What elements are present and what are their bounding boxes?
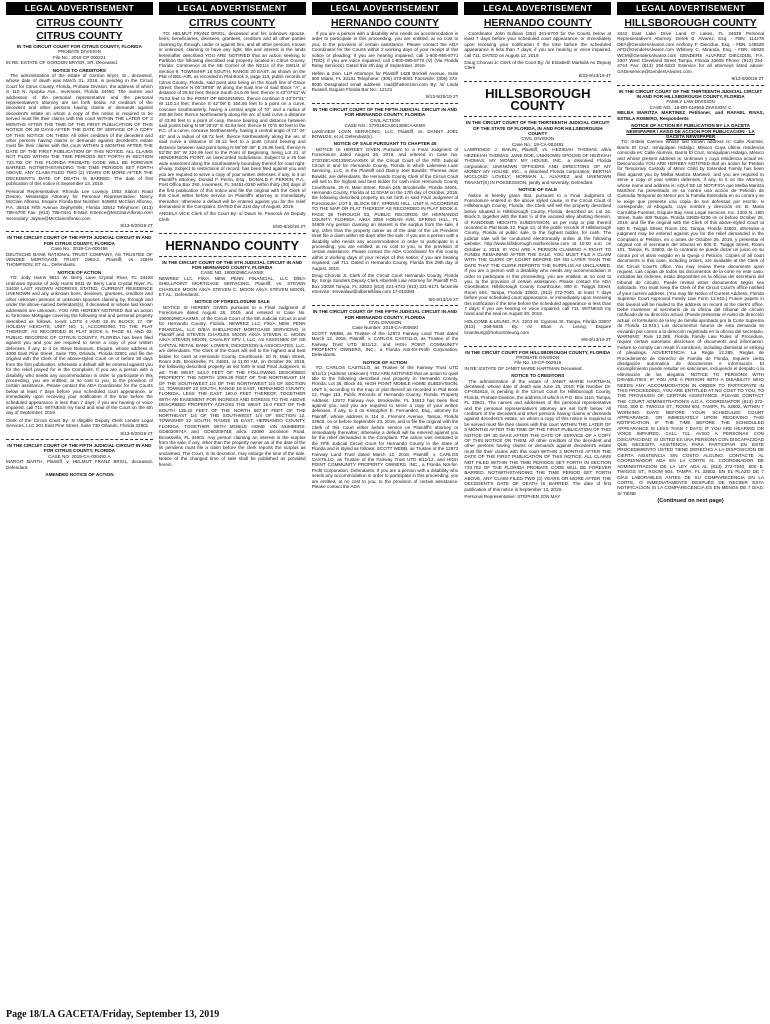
legal-notice [6, 44, 153, 228]
court-name: IN THE CIRCUIT COURT OF THE FIFTH JUDICIAL CIRCUIT IN AND FOR HERNANDO COUNTY, FLORIDA [312, 106, 458, 118]
legal-notice [464, 31, 611, 78]
county-section-heading: HILLSBOROUGH COUNTY [485, 86, 591, 114]
run-dates: 9/13-9/20/19 2T [120, 430, 153, 436]
court-name: IN THE CIRCUIT COURT OF THE FIFTH JUDICIAL CIRCUIT IN AND FOR HERNANDO COUNTY, FLORIDA [312, 309, 458, 320]
legal-notice [464, 350, 611, 500]
notice-body: Coordinator John Sullivan (352) 341-6700 for the Courts below at least 7 days before your scheduled court appearance, or immediately upon receiving your notification if the time before the scheduled appearance is less than 7 days; if you are hearing or voice impaired, call 711. DATED on August 12, 2019. [464, 31, 612, 58]
court-division: FAMILY LAW DIVISION [666, 99, 715, 105]
notice-divider [6, 231, 153, 232]
case-title: IN RE: ESTATE OF JANET MARIE HARTMAN Deceased. [464, 365, 583, 371]
case-title: DEUTSCHE BANK NATIONAL TRUST COMPANY, AS TRUSTEE OF VENDEE MORTGAGE TRUST 1993-2, Plaintiff, vs. JOHN THOMPSON; ET AL., Defendants. [6, 251, 153, 268]
court-name: IN THE CIRCUIT COURT OF THE THIRTEENTH JUDICIAL CIRCUIT OF THE STATE OF FLORIDA, IN AND FOR HILLSBOROUGH COUNTY [466, 120, 610, 137]
run-dates: 9/6-9/13/19 2T [428, 296, 459, 302]
column-header: LEGAL ADVERTISEMENT [464, 2, 611, 15]
notice-body: TO: HELMUT FRANZ BRIGL, deceased and his unknown spouse, heirs, beneficiaries, devisees, grantees, creditors and all other parties claiming by, through, under or against him, and all other persons, known or unknown, claiming to have any right, title and interest in the lands hereinafter described YOU ARE NOTIFIED that an action seeking to Partition the following described real property located in Citrus County, Florida: Commence at the SE Corner of the NE1/4 of the SW1/4 of Section 9, TOWNSHIP 18 SOUTH, RANGE 20 EAST, as shown on the Plat of BEL-AIR, as recorded in Plat Book 3, page 113, public records of Citrus County, Florida, said point also being on the South line of Grace Street; thence N 00°39'56" W along the East line of said Block "A", a distance of 29.62 feet; thence South 24.5.00 feet; thence S 43°07'51" W 79.53 feet to the POINT OF BEGINNING, thence continue S 43°07'51" W 110.14 feet; thence S 42°09' E 164.86 feet to a point on a curve, concave Southeasterly, having a central angle of 70° and a radius of 265.56 feet; thence Northeasterly along the arc of said curve a distance of 43.98 feet to a point of cusp, thence bearing and distance between said points being N 59°29'32" E 43.94 feet; thence N 70°E 80 feet to the P.C. of a curve, concave Northwesterly, having a central angle of 72° 04' 45" and a radius of 68.72 feet; thence Northeasterly along the arc of said curve a distance of 26.12 feet to a point (chord bearing and distance between said point being N 59°06' 38" E 25.96 feet); thence N 53°08' 06" W 224.99 feet to the Point of Beginning, being Lot 21, of HENDERSON POINT, an unrecorded Subdivision. Subject to a 25 foot wide easement along the Southeasterly boundary thereof for road right-of-way. Subject to restrictions of record. has been filed against you and you are required to serve a copy of your written defenses, if any, to it on Plaintiff's attorney, Donald F. Perrin, Esq., DONALD F. PERRIN, P.A., Post Office Box 250, Inverness, FL 34451-0250 within thirty (30) days of the first publication of this notice and file the original with the Clerk of this Court either before service on Plaintiff's attorney or immediately thereafter; otherwise a default will be entered against you for the relief demanded in the Complaint. DATED this 21st day of August, 2019. [158, 31, 306, 209]
case-number: CASE NO.: 272018CA001359CAAXMX [344, 123, 426, 129]
legal-notice [159, 31, 306, 230]
court-division: PROBATE DIVISION [516, 354, 560, 360]
notice-body: The administration of the estate of Gordon Bryer, Sr., deceased, whose date of death was March 31, 2018, is pending in the Circuit Court for Citrus County, Florida, Probate Division, the address of which is 110 N. Apopka Ave., Inverness, Florida 34450. The names and addresses of the personal representative and the personal representative's attorney are set forth below. All creditors of the decedent and other persons having claims or demands against decedent's estate on whom a copy of this notice is required to be served must file their claims with this court WITHIN THE LATER OF 3 MONTHS AFTER THE TIME OF THE FIRST PUBLICATION OF THIS NOTICE OR 30 DAYS AFTER THE DATE OF SERVICE OF A COPY OF THIS NOTICE ON THEM. All other creditors of the decedent and other persons having claims or demands against decedent's estate must file their claims with this court WITHIN 3 MONTHS AFTER THE DATE OF THE FIRST PUBLICATION OF THIS NOTICE. ALL CLAIMS NOT FILED WITHIN THE TIME PERIODS SET FORTH IN SECTION 733.702 OF THE FLORIDA PROBATE CODE WILL BE FOREVER BARRED. NOTWITHSTANDING THE TIME PERIODS SET FORTH ABOVE, ANY CLAIM FILED TWO (2) YEARS OR MORE AFTER THE DECEDENT'S DATE OF DEATH IS BARRED. The date of first publication of this notice is September 13, 2019. [6, 73, 153, 187]
court-name: IN THE CIRCUIT COURT OF THE FIFTH JUDICIAL CIRCUIT IN AND FOR CITRUS COUNTY, FLORIDA [7, 443, 152, 454]
run-dates: 9/13-9/20/19 2T [120, 223, 153, 228]
notice-divider [159, 256, 306, 257]
notice-heading: NOTICE OF ACTION BY PUBLICATION BY LA GACETA NEWSPAPER / AVISO DE ACCION POR PUBLICACION - LA GACETA NEWSPAPER [626, 123, 755, 139]
legal-notice [617, 89, 764, 496]
notice-heading: NOTICE OF FORECLOSURE SALE [194, 299, 270, 305]
county-heading: HILLSBOROUGH COUNTY [624, 17, 757, 29]
notice-signature: HOLCOMB & LEUNG, P.A. 3203 W. Cypress St. Tampa, Florida 33607 (813) 258-5835 By: /s/ Brian A. Leung, Esquire brianleung@holcombleung.com [464, 318, 612, 335]
court-name: IN THE CIRCUIT COURT OF THE 5TH JUDICIAL CIRCUIT IN AND FOR HERNANDO COUNTY, FLORIDA [162, 259, 303, 271]
case-title: MELBA MARITZA MARTINEZ Petitioner, and RAFAEL RIVAS, ESTELA ROMERO, Respondents [617, 110, 764, 121]
case-number: CASE NO. 19000296CAAXMX [200, 270, 264, 276]
column-1 [6, 2, 153, 1002]
run-dates: 8/30-9/20/19 4T [273, 224, 306, 230]
newspaper-page [6, 2, 764, 1022]
case-title: IN RE: ESTATE OF GORDON BRYER, SR. Deceased. [6, 60, 119, 66]
notice-body: Notice is hereby given that, pursuant to a Final Judgment of Foreclosure entered in the above styled cause, in the Circuit Court of Hillsborough County, Florida, the Clerk will sell the property described below situated in Hillsborough County, Florida, described as: Lot 16, Block 3, together with the East ½ of the vacated alley abutting thereon, of RANDOME HEIGHTS SUBDIVISION, as per map or plat thereof recorded in Plat Book 32, Page 13, of the public records of Hillsborough County, Florida at public sale, to the highest bidder, for cash. The judicial sale will be conducted electronically online at the following website: http://www.hillsborough.realforeclose.com at 10:00 a.m. on October 1, 2019. IF YOU ARE A PERSON CLAIMING A RIGHT TO FUNDS REMAINING AFTER THE SALE, YOU MUST FILE A CLAIM WITH THE CLERK OF COURT BEFORE OR NO LATER THAN THE DATE THAT THE CLERK REPORTS THE SURPLUS AS UNCLAIMED. If you are a person with a disability who needs any accommodation in order to participate in this proceeding, you are entitled, at no cost to you, to the provision of certain assistance. Please contact the ADA Coordinator, Hillsborough County Courthouse, 800 E. Twiggs Street, Room 604, Tampa, Florida 33602, (813) 272-7040, at least 7 days before your scheduled court appearance, or immediately upon receiving this notification if the time before the scheduled appearance is less than 7 days; if you are hearing or voice impaired, call 711. WITNESS my hand and the seal on August 30, 2019. [464, 192, 612, 317]
notice-divider [312, 103, 459, 104]
notice-divider [312, 305, 459, 306]
legal-notice [464, 120, 611, 342]
notice-heading: NOTICE OF SALE [518, 187, 558, 193]
case-number: File No.: 2019 CP 000221 [53, 54, 106, 60]
case-number: CASE NO.: 18-DR-018655 DIVISION: C [649, 104, 732, 110]
column-header: LEGAL ADVERTISEMENT [6, 2, 153, 15]
court-division: PROBATE DIVISION [57, 49, 101, 55]
notice-heading: NOTICE TO CREDITORS [511, 373, 565, 379]
notice-body: If you are a person with a disability who needs an accommodation in order to participate in this proceeding, you are entitled, at no cost to you, to the provision of certain assistance. Please contact the ADA Coordinator for the Courts within 2 working days of your receipt of this notice or pleading; if you are hearing impaired, call 1-800-955-8771 (TDD); if you are voice impaired, call 1-800-995-8770 (V) (Via Florida Relay Services). Dated this 4th day of September, 2019. [311, 31, 459, 69]
county-heading: HERNANDO COUNTY [331, 17, 439, 29]
legal-notice [617, 31, 764, 82]
case-number: Case Number: 2019-CA-000600 [352, 325, 418, 331]
notice-heading: NOTICE TO CREDITORS [52, 67, 106, 73]
notice-heading: NOTICE OF ACTION [57, 269, 102, 275]
notice-signature: Clerk of the Circuit Court By: s/ Illegible Deputy Clerk Lender Legal Services, LLC 201 East Pine Street, Suite 730 Orlando, Florida 32801 [6, 417, 153, 429]
county-heading-repeat: CITRUS COUNTY [36, 30, 123, 42]
county-heading: CITRUS COUNTY [189, 17, 276, 29]
run-dates: 9/13-9/20/19 2T [731, 76, 764, 82]
run-dates: 9/6-9/13/19 2T [581, 337, 612, 343]
column-3 [312, 2, 459, 1002]
notice-heading: NOTICE OF SALE PURSUANT TO CHAPTER 45 [333, 141, 437, 147]
case-number: CASE NO. 2019-CA-000492 A [48, 453, 111, 459]
notice-signature: Personal Representative: STEPHEN JON MAY [464, 494, 561, 500]
case-number: Case No.: 19-CA-002481 [511, 141, 564, 147]
case-number: Case No.: 2019-CA-000456 [51, 246, 108, 252]
notice-divider [464, 346, 611, 347]
notice-body: TO: Estela Carmen whose last known address is: Calle Alumnis, Barrio El Cruz, Ixmiquilpan Hidalgo, México Cuya última residencia conocida es: Calle Alumnis, Barrio El Cruz, Ixmiquilpan Hidalgo, México and whose present address is: Unknown y cuya residencia actual es: Desconocida YOU ARE HEREBY NOTIFIED that an action for Petition for Temporary Custody of Minor Child by Extended Family has been filed against you by Melba Maritza Martinez, and you are required to serve a copy of your written defenses, if any, to it on the Attorney, whose name and address is: AQUÍ SE LE NOTIFICA que Melba Maritza Martínez ha presentado en su contra una acción de Petición de Custodia Temporal de Menor por la Familia Extendida en su contra y se le exige que presente una copia de sus defensas por escrito, si corresponde, al Abogado, cuyo nombre y dirección es: B. Maria Carrubba-Fuentes, Esquire Bay Area Legal Services, Inc. 1302 N. 19th Street, Suite 400 Tampa, Florida 33605-5230 on or before October 26, 2019, and file the original with the Clerk of this above-styled Court at 800 E. Twiggs Street, Room 101, Tampa, Florida 33602, otherwise a judgment may be entered against you for the relief demanded in the Complaint or Petition. en o antes de Octubre 26, 2019, y presentar el original con el secretario del tribunal en 800 E. Twiggs Street, Room 101, Tampa, FL 33602, de lo contrario se puede dictar un juicio en su contra por el alivio exigido en la Queja o Petición. Copies of all court documents in this case, including orders, are available at the Clerk of the Circuit Court's office. You may review these documents upon request. Las copias de todos los documentos de la corte en este caso, incluidas las órdenes, están disponibles en la oficina del secretario del tribunal de circuito. Puede revisar estos documentos según sea solicitado. You must keep the Clerk of the Circuit Court's office notified of your current address. (You may file Notice of Current Address, Florida Supreme Court Approved Family Law Form 12.915.) Future papers in this lawsuit will be mailed to the address on record at the clerk's office. Debe mantener al secretario de la oficina del tribunal de circuito notificado de su dirección actual. (Puede presentar el Aviso de dirección actual, el formulario de la ley de familia aprobado por la Corte Suprema de Florida 12.915.) Los documentos futuros de esta demanda se enviarán por correo a la dirección registrada en la oficina del secretario. WARNING: Rule 12.285, Florida Family Law Rules of Procedure, require certain automatic disclosure of documents and information. Failure to comply can result in sanctions, including dismissal or striking of pleadings. ADVERTENCIA: La Regla 12.285, Reglas de Procedimiento de Derecho de Familia de Florida, requiere cierta divulgación automática de documentos e información. El incumplimiento puede resultar en sanciones, incluyendo el despido o la eliminación de los alegatos. NOTICE TO PERSONS WITH DISABILITIES: IF YOU ARE A PERSON WITH A DISABILITY WHO NEEDS ANY ACCOMMODATION IN ORDER TO PARTICIPATE IN THIS PROCEEDING, YOU ARE ENTITLED AT NO COST TO YOU, TO THE PROVISION OF CERTAIN ASSISTANCE. PLEASE CONTACT THE COURT ADMINISTRATION'S A.D.A. COORDINATOR (813) 272-7040, 800 E. TWIGGS ST., ROOM 604, TAMPA, FL 33602, WITHIN 7 WORKING DAYS BEFORE YOUR SCHEDULED COURT APPEARANCE, OR IMMEDIATELY UPON RECEIVING THIS NOTIFICATION IF THE TIME BEFORE THE SCHEDULED APPEARANCE IS LESS THAN 7 DAYS; IF YOU ARE HEARING OR VOICE IMPAIRED, CALL 711. AVISO A PERSONAS CON DISCAPACIDAD: SI USTED ES UNA PERSONA CON DISCAPACIDAD QUE NECESITA ASISTENCIA PARA PARTICIPAR EN ESTE PROCEDIMIENTO USTED TIENE DERECHO A LA DISPOSICIÓN DE CIERTA ASISTENCIA SIN COSTO ALGUNO. CONTACTE AL COORDINADOR ADA EN LA CORTE AL COORDINADOR DE ADMINISTRACIÓN DE LA LEY ADA AL (813) 272-7040, 800 E. TWIGGS ST., ROOM 604, TAMPA, FL 33602, EN EL PLAZO DE 7 DÍAS LABORABLES ANTES DE SU COMPARECENCIA EN LA CORTE, O INMEDIATAMENTE DESPUÉS DE RECIBIR ESTA NOTIFICACIÓN SI LA COMPARECENCIA ES EN MENOS DE 7 DÍAS; SI TIENE [617, 139, 764, 496]
column-header: LEGAL ADVERTISEMENT [617, 2, 764, 15]
column-4 [464, 2, 611, 1002]
column-header: LEGAL ADVERTISEMENT [312, 2, 459, 15]
notice-body: TO: Jody Harris 9611 W. Berry Lane Crystal River, FL 34428 Unknown Spouse of Jody Harris 9611 W. Berry Lane Crystal River, FL 34428 LAST KNOWN ADDRESS STATED, CURRENT RESIDENCE UNKNOWN and any unknown heirs, devisees, grantees, creditors and other unknown persons or unknown spouses claiming by, through and under the above-named Defendant(s), if deceased or whose last known addresses are unknown. YOU ARE HEREBY NOTIFIED that an action to foreclose Mortgage covering the following real and personal property described as follows, to-wit: LOTS 4 AND 15 IN BLOCK 17, OF HOLIDAY HEIGHTS, UNIT NO. 1, ACCORDING TO THE PLAT THEREOF, AS RECORDED IN PLAT BOOK 4, PAGE 61 AND 62, PUBLIC RECORDS OF CITRUS COUNTY, FLORIDA has been filed against you and you are required to serve a copy of your written defenses, if any, to it on Steve Bonacum, Esquire, whose address is 4000 East Pine Street, Suite 700, Orlando, Florida 32801 and file the original with the Clerk of the above-styled Court on or before 30 days from the first publication, otherwise a default will be entered against you for the relief prayed for in the Complaint. If you are a person with a disability who needs any accommodation in order to participate in this proceeding, you are entitled, at no cost to you, to the provision of certain assistance. Please contact the ADA Coordinator for the Courts below at least 7 days before your scheduled court appearance, or immediately upon receiving your notification if the time before the scheduled appearance is less than 7 days; if you are hearing or voice impaired, call 711. WITNESS my hand and seal of the Court on the 6th day of September, 2019. [6, 275, 153, 416]
page-footer: Page 18/LA GACETA/Friday, September 13, 2019 [6, 1009, 220, 1020]
case-title: MARGIT BARTH, Plaintiff, v. HELMUT FRANZ BRIGL, deceased, Defendant. [6, 459, 153, 470]
court-division: CIVIL DIVISION [368, 319, 402, 325]
notice-divider [464, 81, 611, 82]
notice-heading: NOTICE OF ACTION [363, 359, 407, 365]
case-number: File No. 19-CP-002615 [514, 360, 562, 366]
continued-note: (Continued on next page) [657, 498, 724, 505]
run-dates: 8/23-9/13/19 4T [578, 72, 612, 78]
notice-body: NOTICE IS HEREBY GIVEN Pursuant to a Final Judgment of Foreclosure dated August 28, 2019, and entered in Case No. 272018CA001359CAAXMX of the Circuit Court of the Fifth Judicial Circuit in and for Hernando County, Florida in which Lakeview Loan Servicing, LLC, is the Plaintiff and Danny Joel Bowlds; Theresa Jean Bowlds, are defendants, the Hernando County Clerk of the Circuit Court will sell to the highest and best bidder for cash in/on Hernando County Courthouse, 20 N. Main Street, Room 245, Brooksville, Florida 34601, Hernando County, Florida at 11:00AM on the 17th day of October, 2019, the following described property as set forth in said Final Judgment of Foreclosure: LOT 6, BLOCK 597, SPRING HILL, UNIT 9, ACCORDING TO THE MAP OR PLAT THEREOF AS RECORDED IN PLAT BOOK 8, PAGE 38 THROUGH 53, PUBLIC RECORDS OF HERNANDO COUNTY, FLORIDA. A/K/A 3050 HOBAN AVE, SPRING HILL, FL 34609 Any person claiming an interest in the surplus from the sale, if any, other than the property owner as of the date of the Lis Pendens must file a claim within 60 days after the sale. If you are a person with a disability who needs any accommodation in order to participate in a proceeding, you are entitled, at no cost to you, to the provision of certain assistance. Please contact the ADA Coordinator for this county within 2 working days of your receipt of this notice; if you are hearing impaired, call 711. Dated in Hernando County, Florida this 29th day of August, 2019. [311, 146, 459, 271]
legal-notice [312, 107, 459, 302]
notice-signature: Doug Chorvat Jr. Clerk of the Circuit Court Hernando County, Florida By: Sonja Sanders Deputy Clerk Albertelli Law Attorney for Plaintiff P.O. Box 23028 Tampa, FL 33623 (813) 221-4743 (813) 221-9171 facsimile eService: servealaw@albertellilaw.com 17-018393 [311, 273, 459, 295]
columns [6, 2, 764, 1002]
legal-notice [312, 309, 459, 489]
column-2 [159, 2, 306, 1002]
case-title: SCOTT WEBB, as Trustee of the 12972 Fairway Land Trust dated March 12, 2018, Plaintiff, v. CARLOS CASTILLO, as Trustee of the Fairway Trust UTD 6/11/12, and HIGH POINT COMMUNITY PROPERTY OWNERS, INC., a Florida Not-for-Profit Corporation, Defendants. [311, 330, 459, 358]
notice-signature: ANGELA VICK Clerk of the Court By: s/ Dawn M. Peacock As Deputy Clerk [158, 211, 306, 222]
legal-notice [159, 260, 306, 467]
legal-notice [6, 443, 153, 477]
case-title: LAWRENCE J. BAILIN, Plaintiff, vs. HEZIKIAH THOMAS a/k/a HEZEKIAH THOMAS; JANE DOE, UNKNOWN SPOUSE OF HEZIKIAH THOMAS; MY MONEY MY HOUSE, INC., a dissolved Florida corporation; UNKNOWN OFFICERS AND DIRECTORS OF MY MONEY MY HOUSE, INC., a dissolved Florida corporation; BERTHA MCCLOUD LOVELY; NORMAN L. ALVAREZ and UNKNOWN TENANT(S) IN POSSESSION, jointly and severally, Defendant. [464, 147, 612, 185]
column-header: LEGAL ADVERTISEMENT [159, 2, 306, 15]
case-title: NEWREZ LLC F/K/A NEW PENN FINANCIAL, LLC D/B/A SHELLPOINT MORTGAGE SERVICING, Plaintiff, vs. STEVEN CHARLES MOON A/K/A STEVEN C. MOON A/K/A STEVEN MOON, ET AL., Defendants. [158, 275, 306, 298]
notice-body: TO: CARLOS CASTILLO, as Trustee of the Fairway Trust UTD 6/11/12 (Address Unknown) YOU ARE NOTIFIED that an action to quiet title to the following described real property in Hernando County, Florida: Lot 35, Block 45, HIGH POINT MOBILE HOME SUBDIVISION, UNIT 5, according to the map or plat thereof as recorded in Plat Book 12, Page 113, Public Records of Hernando County, Florida. Property Address: 12972 Fairway Ave, Brooksville, FL 34613 has been filed against you, and you are required to serve a copy of your written defenses, if any, to it on Kristopher E. Fernandez, Esq., attorney for Plaintiff, whose address is 114 S. Fremont Avenue, Tampa, Florida 33606, on or before September 23, 2019, and to file the original with the Clerk of this Court either before service on Plaintiff's attorney or immediately thereafter; otherwise a default will be entered against you for the relief demanded in the Complaint. The action was instituted in the Fifth Judicial Circuit Court for Hernando County in the State of Florida and is styled as follows: SCOTT WEBB, as Trustee of the 12972 Fairway Land Trust dated March 12, 2018, Plaintiff, v. CARLOS CASTILLO, as Trustee of the Fairway Trust UTD 6/11/12, and HIGH POINT COMMUNITY PROPERTY OWNERS, INC., a Florida Not-for-Profit Corporation, Defendants. If you are a person with a disability who needs any accommodation in order to participate in this proceeding, you are entitled, at no cost to you, to the provision of certain assistance. Please contact the ADA [311, 365, 459, 490]
court-name: IN THE CIRCUIT COURT FOR HILLSBOROUGH COUNTY, FLORIDA [465, 349, 611, 355]
court-name: IN THE CIRCUIT COURT OF THE FIFTH JUDICIAL CIRCUIT IN AND FOR CITRUS COUNTY, FLORIDA [7, 235, 152, 246]
county-heading: HERNANDO COUNTY [483, 17, 592, 29]
notice-body: 3442 East Lake Drive Land O' Lakes, FL 34639 Personal Representative's Attorney: Derek B. Alvarez, Esq. - FBN: 114278 DBA@GendersAlvarez.com Anthony F. Diecidue, Esq. - FBN: 146528 AFD@GendersAlvarez.com Whitney C. Miranda, Esq. - FBN: 65928 WCM@GendersAlvarez.com GENDERS ALVAREZ DIECIDUE, P.A. 2307 West Cleveland Street Tampa, Florida 33609 Phone: (813) 254-4744 Fax: (813) 254-5222 Eservice for all attorneys listed above: GADeservice@GendersAlvarez.com [617, 31, 764, 74]
court-division: CIVIL ACTION [370, 117, 400, 123]
notice-divider [464, 116, 611, 117]
column-5 [617, 2, 764, 1002]
court-name: IN THE CIRCUIT COURT FOR CITRUS COUNTY, FLORIDA [16, 44, 142, 49]
legal-notice [6, 235, 153, 436]
notice-signature: Personal Representative: Rhonda Lee Lovejoy 1053 Slalom Road Desoto, Mississippi Attorney for Personal Representative: Nancy McClain Alfonso, Esquire Florida Bar Number: 845892 McClain Alfonso, P.A. 38416 Fifth Avenue Zephyrhills, Florida 33542 Telephone: (813) 788-6700 Fax: (813) 788-0441 E-Mail: ESerice@McClainAlfonso.com Secondary: Jayme@McClainAlfonso.com [6, 188, 153, 221]
run-dates: 9/13-9/20/19 2T [425, 94, 459, 100]
notice-divider [617, 85, 764, 86]
notice-body: NOTICE IS HEREBY GIVEN pursuant to a Final Judgment of Foreclosure dated August 26, 2019, and entered in Case No. 19000296CAAXMX, of the Circuit Court of the 5th Judicial Circuit in and for Hernando County, Florida. NEWREZ LLC F/K/A NEW PENN FINANCIAL, LLC D/B/A SHELLPOINT MORTGAGE SERVICING, is Plaintiff and STEVEN CHARLES MOON A/K/A STEVEN C. MOON A/K/A STEVEN MOON; CAVALRY SPV I, LLC, AS ASSIGNEE OF GE CAPITAL RETAIL BANK; LOWE'S; DICKERSON & ASSOCIATES, LLC, are defendants. The Clerk of the Court will sell to the highest and best bidder for cash at Hernando County Courthouse, 20 N. Main Street, Room 245, Brooksville, FL 34601, at 11:00 AM, on October 29, 2019, the following described property as set forth in said Final Judgment, to wit: THE WEST 544.0 FEET OF THE FOLLOWING DESCRIBED PROPERTY: THE NORTH 1059.26 FEET OF THE NORTHEAST 1/4 OF THE SOUTHWEST 1/4 OF THE NORTHWEST 1/4 OF SECTION 12, TOWNSHIP 22 SOUTH, RANGE 18 EAST, HERNANDO COUNTY, FLORIDA, LESS THE EAST 160.0 FEET THEREOF, TOGETHER WITH AN EASEMENT FOR INGRESS AND EGRESS TO THE ABOVE DESCRIBED PROPERTY ACROSS THE WEST 15.0 FEET OF THE SOUTH 135.22 FEET OF THE NORTH 567.87 FEET OF THE NORTHEAST 1/4 OF THE SOUTHWEST 1/4 OF SECTION 12, TOWNSHIP 22 SOUTH, RANGE 18 EAST, HERNANDO COUNTY, FLORIDA. TOGETHER WITH MOBILE HOME VIN NUMBERS: GD6020974A and GD6020974B a/k/a 22090 Jacobson Road, Brooksville, FL 34601. Any person claiming an interest in the surplus from the sale, if any, other than the property owner as of the date of the lis pendens must file a claim before the clerk reports the surplus as unclaimed. The Court, in its decretion, may enlarge the time of the sale. Notice of the changed time of sale shall be published as provided herein. [158, 304, 306, 467]
notice-heading: AMENDED NOTICE OF ACTION [45, 472, 114, 478]
notice-divider [159, 233, 306, 234]
county-heading: CITRUS COUNTY [36, 17, 123, 29]
case-title: LAKEVIEW LOAN SERVICING, LLC, Plaintiff, vs. DANNY JOEL BOWLDS, et al, Defendant(s). [311, 128, 459, 139]
notice-signature: Doug Chorvat Jr. Clerk of the Court By: /s/ Elizabeth Markidis As Deputy Clerk [464, 60, 612, 71]
notice-divider [6, 439, 153, 440]
court-name: IN THE CIRCUIT COURT OF THE THIRTEENTH JUDICIAL CIRCUIT IN AND FOR HILLSBOROUGH COUNTY, FLORIDA [618, 88, 763, 100]
county-section-heading: HERNANDO COUNTY [165, 237, 299, 253]
notice-body: The administration of the estate of JANET MARIE HARTMAN, deceased, whose date of death was June 15, 2019; File Number 19-CP-002615, is pending in the Circuit Court for Hillsborough County, Florida, Probate Division, the address of which is P.O. Box 1110, Tampa, FL 33601. The names and addresses of the personal representative and the personal representative's attorney are set forth below. All creditors of the decedent and other persons having claims or demands against decedent's estate, on whom a copy of this notice is required to be served must file their claims with this court WITHIN THE LATER OF 3 MONTHS AFTER THE TIME OF THE FIRST PUBLICATION OF THIS NOTICE OR 30 DAYS AFTER THE DATE OF SERVICE OF A COPY OF THIS NOTICE ON THEM. All other creditors of the decedent and other persons having claims or demands against decedent's estate must file their claims with this court WITHIN 3 MONTHS AFTER THE DATE OF THE FIRST PUBLICATION OF THIS NOTICE. ALL CLAIMS NOT FILED WITHIN THE TIME PERIODS SET FORTH IN SECTION 733.702 OF THE FLORIDA PROBATE CODE WILL BE FOREVER BARRED. NOTWITHSTANDING THE TIME PERIOD SET FORTH ABOVE, ANY CLAIM FILED TWO (2) YEARS OR MORE AFTER THE DECEDENT'S DATE OF DEATH IS BARRED. The date of first publication of this notice is September 13, 2019. [464, 378, 612, 492]
legal-notice [312, 31, 459, 100]
notice-signature: Hellen & Zion, LLP Attorneys for Plaintiff 1428 Brickell Avenue, Suite 600 Miami, FL 33131 Telephone: (305) 373-8001 Facsimile: (305) 373-8030 Designated email address: mail@hellenzion.com By: /s/ Linda Russell, Esquire Florida Bar No.: 12121 [311, 70, 459, 93]
court-division: CIVIL DIVISION [521, 136, 555, 142]
